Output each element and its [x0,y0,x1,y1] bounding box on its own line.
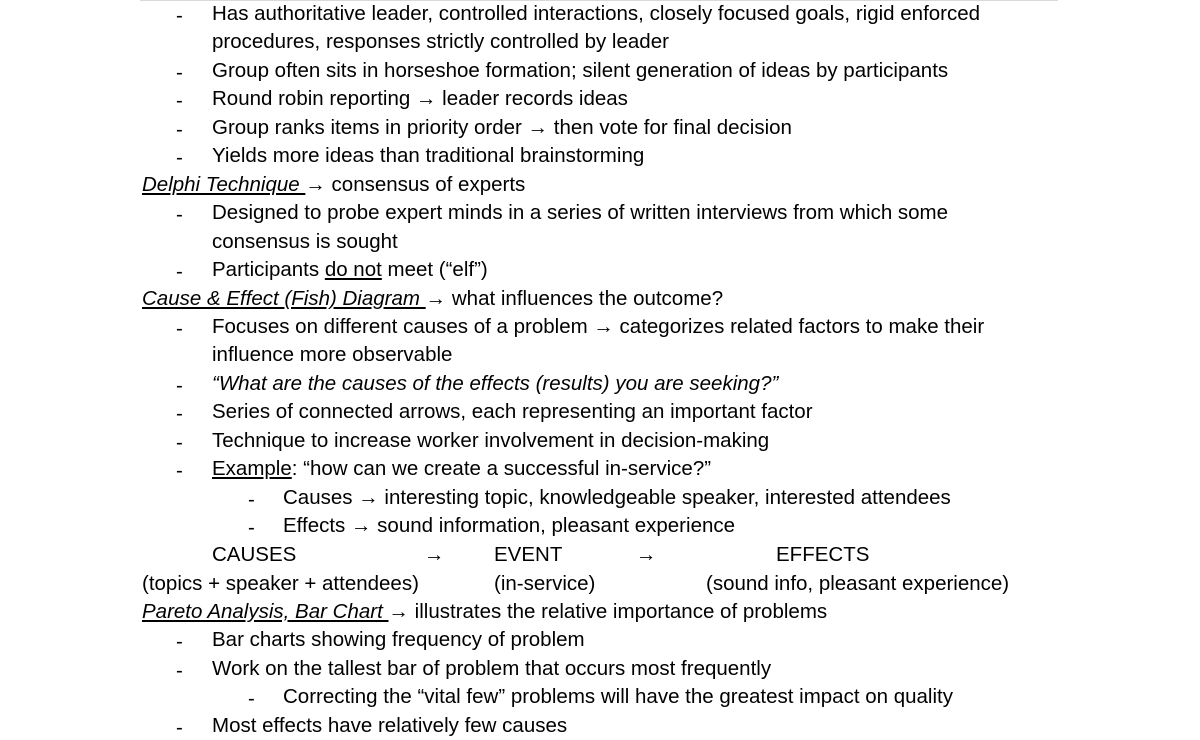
text-run: Participants [212,258,325,281]
bullet-dash: - [176,402,183,425]
bullet-text: Most effects have relatively few causes [212,714,568,737]
bullet-dash: - [176,431,183,454]
bullet-text: Bar charts showing frequency of problem [212,628,585,651]
flow-effects-detail: (sound info, pleasant experience) [706,572,1010,595]
heading-description: → illustrates the relative importance of problems [388,600,828,623]
text-run: meet (“elf”) [381,258,488,281]
bullet-dash: - [176,317,183,340]
bullet-text: Focuses on different causes of a problem → categorizes related factors to make their [212,315,985,338]
bullet-text: Work on the tallest bar of problem that occurs most frequently [212,657,772,680]
sub-bullet-dash: - [248,687,255,710]
underlined-text: Example [212,457,292,480]
heading-title: Cause & Effect (Fish) Diagram [142,287,426,310]
flow-event: EVENT [494,543,563,566]
flow-event-detail: (in-service) [494,572,596,595]
bullet-dash: - [176,459,183,482]
bullet-text: Series of connected arrows, each representing an important factor [212,400,813,423]
bullet-text: Technique to increase worker involvement in decision-making [212,429,770,452]
bullet-dash: - [176,260,183,283]
bullet-dash: - [176,146,183,169]
bullet-dash: - [176,4,183,27]
bullet-dash: - [176,203,183,226]
flow-causes-detail: (topics + speaker + attendees) [142,572,419,595]
bullet-dash: - [176,659,183,682]
bullet-text: Group often sits in horseshoe formation; silent generation of ideas by participants [212,59,949,82]
page-top-rule [140,0,1058,1]
sub-bullet-dash: - [248,516,255,539]
section-heading-fish [142,287,723,311]
bullet-dash: - [176,118,183,141]
heading-title: Delphi Technique [142,173,306,196]
flow-effects: EFFECTS [776,543,870,566]
flow-causes: CAUSES [212,543,297,566]
section-heading-delphi [142,173,525,197]
flow-arrow: → [636,543,657,566]
bullet-text [212,457,711,481]
text-run: : “how can we create a successful in-service?” [291,457,712,480]
bullet-text: Group ranks items in priority order → then vote for final decision [212,116,792,139]
bullet-dash: - [176,630,183,653]
bullet-text: Has authoritative leader, controlled interactions, closely focused goals, rigid enforced [212,2,981,25]
section-heading-pareto [142,600,827,624]
bullet-text: Round robin reporting → leader records ideas [212,87,628,110]
bullet-text: Yields more ideas than traditional brainstorming [212,144,645,167]
heading-title: Pareto Analysis, Bar Chart [142,600,389,623]
flow-arrow: → [424,543,445,566]
underlined-text: do not [324,258,382,281]
bullet-text-cont: consensus is sought [212,230,398,253]
bullet-text-cont: procedures, responses strictly controlled by leader [212,30,669,53]
sub-bullet-text: Causes → interesting topic, knowledgeable speaker, interested attendees [283,486,951,509]
bullet-dash: - [176,89,183,112]
bullet-text [212,258,488,282]
sub-bullet-dash: - [248,488,255,511]
bullet-text: Designed to probe expert minds in a series of written interviews from which some [212,201,949,224]
bullet-dash: - [176,374,183,397]
bullet-text-cont: influence more observable [212,343,453,366]
sub-bullet-text: Effects → sound information, pleasant experience [283,514,736,537]
bullet-dash: - [176,716,183,739]
bullet-text: “What are the causes of the effects (results) you are seeking?” [212,372,779,395]
heading-description: → what influences the outcome? [425,287,724,310]
sub-bullet-text: Correcting the “vital few” problems will have the greatest impact on quality [283,685,953,708]
heading-description: → consensus of experts [305,173,526,196]
bullet-dash: - [176,61,183,84]
